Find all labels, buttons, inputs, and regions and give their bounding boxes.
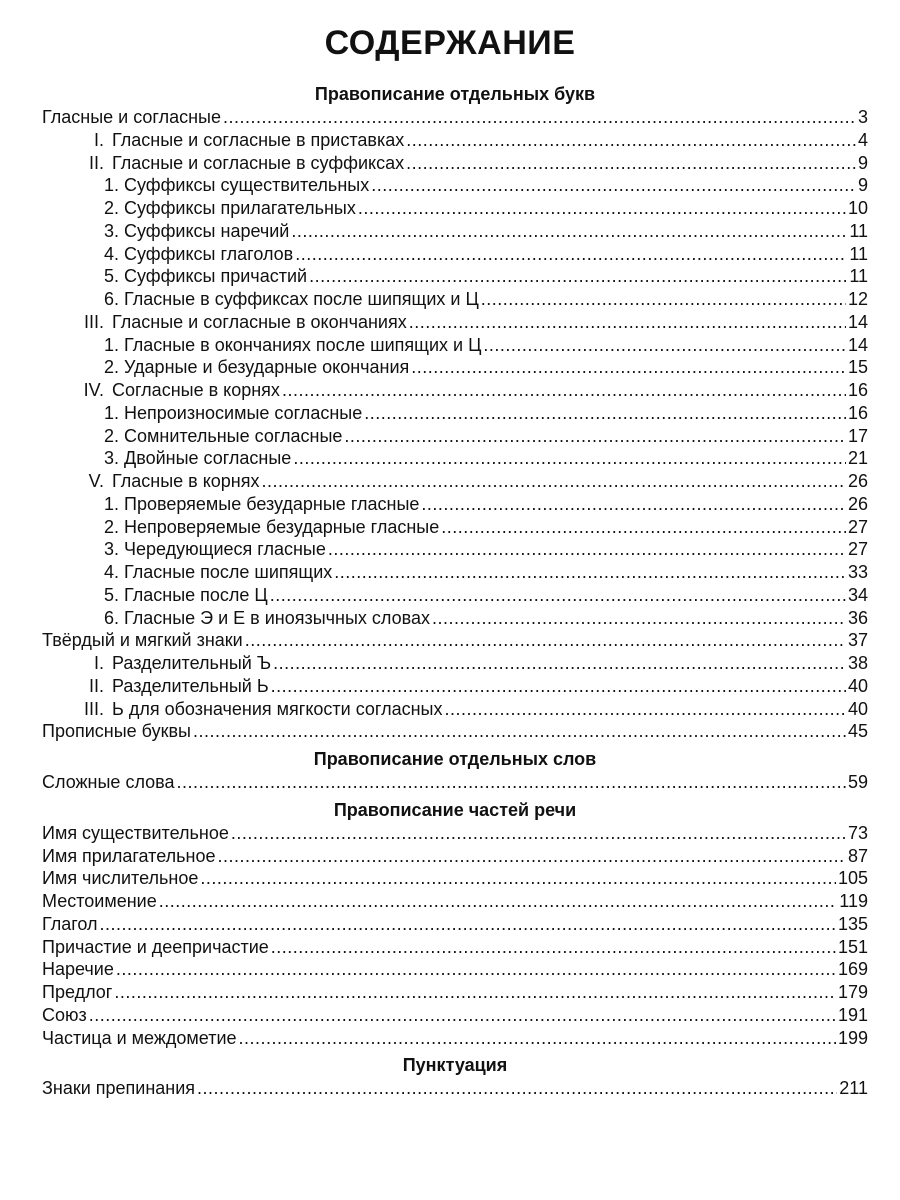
- toc-entry[interactable]: [42, 265, 868, 288]
- entry-title: Ь для обозначения мягкости согласных: [112, 698, 443, 719]
- toc-entry[interactable]: [42, 356, 868, 379]
- dot-leader: [409, 311, 846, 334]
- dot-leader: [358, 197, 846, 220]
- dot-leader: [100, 913, 836, 936]
- entry-title: Гласные и согласные в приставках: [112, 129, 405, 150]
- toc-entry[interactable]: [42, 890, 868, 913]
- entry-title: 2. Суффиксы прилагательных: [104, 198, 356, 218]
- dot-leader: [411, 356, 846, 379]
- entry-title: 6. Гласные Э и Е в иноязычных словах: [104, 607, 431, 628]
- dot-leader: [364, 402, 846, 425]
- toc-entry[interactable]: [42, 561, 868, 584]
- toc-entry[interactable]: [42, 311, 868, 334]
- dot-leader: [116, 958, 836, 981]
- toc-entry[interactable]: [42, 334, 868, 357]
- toc-entry[interactable]: [42, 698, 868, 721]
- entry-title: 1. Проверяемые безударные гласные: [104, 493, 420, 514]
- entry-page-number: 37: [847, 630, 868, 651]
- entry-page-number: 27: [847, 516, 868, 537]
- entry-page-number: 15: [847, 357, 868, 378]
- entry-title: 5. Гласные после Ц: [104, 584, 268, 605]
- entry-page-number: 169: [837, 959, 868, 980]
- dot-leader: [200, 867, 836, 890]
- entry-page-number: 151: [837, 936, 868, 957]
- dot-leader: [282, 379, 846, 402]
- entry-page-number: 11: [849, 266, 868, 287]
- entry-page-number: 199: [837, 1027, 868, 1048]
- entry-title: Гласные и согласные в суффиксах: [112, 152, 405, 173]
- entry-roman-number: II.: [88, 152, 104, 173]
- section-heading: Правописание отдельных слов: [313, 749, 597, 769]
- entry-title: Знаки препинания: [42, 1078, 196, 1099]
- toc-entry[interactable]: [42, 720, 868, 743]
- toc-entry[interactable]: [42, 1004, 868, 1027]
- entry-page-number: 73: [847, 822, 868, 843]
- entry-title: Прописные буквы: [42, 721, 191, 742]
- entry-page-number: 9: [857, 175, 868, 196]
- entry-title: Гласные в корнях: [112, 471, 260, 491]
- dot-leader: [159, 890, 838, 913]
- entry-page-number: 10: [847, 198, 868, 218]
- entry-title: Имя числительное: [42, 868, 199, 889]
- entry-roman-number: I.: [93, 653, 104, 673]
- entry-page-number: 9: [857, 152, 868, 173]
- dot-leader: [217, 845, 845, 868]
- toc-entry[interactable]: [42, 981, 868, 1004]
- dot-leader: [239, 1027, 836, 1050]
- entry-title: Имя существительное: [42, 822, 229, 843]
- toc-entry[interactable]: [42, 822, 868, 845]
- entry-page-number: 105: [837, 868, 868, 889]
- dot-leader: [441, 516, 846, 539]
- entry-page-number: 14: [847, 311, 868, 332]
- toc-entry[interactable]: [42, 538, 868, 561]
- toc-entry[interactable]: [42, 379, 868, 402]
- entry-title: 3. Двойные согласные: [104, 448, 292, 469]
- dot-leader: [445, 698, 846, 721]
- entry-page-number: 26: [847, 493, 868, 514]
- entry-page-number: 3: [857, 107, 868, 127]
- entry-title: Разделительный Ь: [112, 675, 269, 696]
- dot-leader: [406, 152, 856, 175]
- dot-leader: [483, 334, 846, 357]
- entry-title: Согласные в корнях: [112, 380, 280, 400]
- toc-entry[interactable]: [42, 106, 868, 129]
- entry-title: Предлог: [42, 982, 113, 1002]
- entry-page-number: 11: [849, 243, 868, 264]
- toc-entry[interactable]: [42, 288, 868, 311]
- dot-leader: [89, 1004, 836, 1027]
- entry-title: Сложные слова: [42, 772, 175, 792]
- entry-title: Местоимение: [42, 891, 157, 911]
- entry-title: 6. Гласные в суффиксах после шипящих и Ц: [104, 289, 479, 309]
- entry-title: Причастие и деепричастие: [42, 936, 269, 957]
- dot-leader: [344, 425, 846, 448]
- toc-entry[interactable]: [42, 243, 868, 266]
- dot-leader: [481, 288, 846, 311]
- entry-page-number: 191: [837, 1004, 868, 1025]
- toc-entry[interactable]: [42, 913, 868, 936]
- section-heading: Правописание частей речи: [333, 799, 577, 820]
- entry-title: 5. Суффиксы причастий: [104, 266, 308, 287]
- entry-page-number: 87: [847, 845, 868, 866]
- entry-title: Частица и междометие: [42, 1027, 237, 1048]
- toc-entry[interactable]: [42, 516, 868, 539]
- toc-entry[interactable]: [42, 958, 868, 981]
- entry-page-number: 27: [847, 539, 868, 560]
- dot-leader: [328, 538, 846, 561]
- entry-page-number: 12: [847, 289, 868, 309]
- entry-title: 4. Суффиксы глаголов: [104, 243, 294, 264]
- entry-page-number: 26: [847, 471, 868, 491]
- entry-title: 2. Ударные и безударные окончания: [104, 357, 410, 378]
- dot-leader: [273, 652, 846, 675]
- section-heading: Пунктуация: [402, 1055, 508, 1076]
- dot-leader: [334, 561, 846, 584]
- entry-page-number: 33: [847, 562, 868, 582]
- entry-title: Гласные и согласные: [42, 107, 221, 127]
- entry-page-number: 40: [847, 698, 868, 719]
- entry-page-number: 135: [837, 913, 868, 934]
- toc-entry[interactable]: [42, 425, 868, 448]
- toc-entry[interactable]: [42, 936, 868, 959]
- entry-title: Союз: [42, 1004, 87, 1025]
- entry-title: Глагол: [42, 913, 98, 934]
- dot-leader: [197, 1077, 837, 1100]
- entry-page-number: 119: [839, 891, 868, 911]
- dot-leader: [245, 629, 846, 652]
- dot-leader: [295, 243, 847, 266]
- entry-title: 1. Суффиксы существительных: [104, 175, 370, 196]
- dot-leader: [371, 174, 856, 197]
- entry-page-number: 45: [847, 721, 868, 742]
- dot-leader: [291, 220, 847, 243]
- toc-entry[interactable]: [42, 493, 868, 516]
- toc-entry[interactable]: [42, 197, 868, 220]
- dot-leader: [231, 822, 846, 845]
- toc-entry[interactable]: [42, 629, 868, 652]
- entry-roman-number: V.: [88, 471, 104, 491]
- toc-entry[interactable]: [42, 470, 868, 493]
- dot-leader: [293, 447, 846, 470]
- dot-leader: [309, 265, 847, 288]
- entry-title: 4. Гласные после шипящих: [104, 562, 333, 582]
- toc-entry[interactable]: [42, 607, 868, 630]
- entry-title: Имя прилагательное: [42, 845, 216, 866]
- section-heading: Правописание отдельных букв: [314, 84, 596, 104]
- toc-entry[interactable]: [42, 220, 868, 243]
- entry-page-number: 11: [849, 220, 868, 241]
- dot-leader: [270, 584, 846, 607]
- entry-page-number: 40: [847, 675, 868, 696]
- toc-entry[interactable]: [42, 652, 868, 675]
- entry-title: 1. Гласные в окончаниях после шипящих и Ц: [104, 334, 482, 355]
- entry-roman-number: II.: [88, 675, 104, 696]
- entry-roman-number: I.: [93, 129, 104, 150]
- dot-leader: [193, 720, 846, 743]
- dot-leader: [432, 607, 846, 630]
- toc-entry[interactable]: [42, 845, 868, 868]
- dot-leader: [271, 936, 836, 959]
- entry-title: 3. Суффиксы наречий: [104, 220, 290, 241]
- toc-entry[interactable]: [42, 447, 868, 470]
- entry-page-number: 16: [847, 402, 868, 423]
- dot-leader: [406, 129, 856, 152]
- entry-page-number: 38: [847, 653, 868, 673]
- entry-title: Наречие: [42, 959, 114, 980]
- toc-entry[interactable]: [42, 1027, 868, 1050]
- dot-leader: [114, 981, 836, 1004]
- page-title: СОДЕРЖАНИЕ: [324, 24, 576, 62]
- entry-page-number: 17: [847, 425, 868, 446]
- entry-page-number: 179: [837, 982, 868, 1002]
- entry-title: 3. Чередующиеся гласные: [104, 539, 326, 560]
- entry-page-number: 4: [857, 129, 868, 150]
- toc-entry[interactable]: [42, 1077, 868, 1100]
- entry-page-number: 16: [847, 380, 868, 400]
- table-of-contents: [42, 82, 868, 1100]
- entry-title: 1. Непроизносимые согласные: [104, 402, 363, 423]
- entry-page-number: 14: [847, 334, 868, 355]
- entry-page-number: 21: [847, 448, 868, 469]
- entry-roman-number: IV.: [83, 380, 104, 400]
- toc-entry[interactable]: [42, 867, 868, 890]
- toc-entry[interactable]: [42, 129, 868, 152]
- entry-title: Разделительный Ъ: [112, 653, 272, 673]
- entry-title: 2. Сомнительные согласные: [104, 425, 343, 446]
- toc-entry[interactable]: [42, 174, 868, 197]
- entry-title: 2. Непроверяемые безударные гласные: [104, 516, 440, 537]
- toc-entry[interactable]: [42, 584, 868, 607]
- toc-entry[interactable]: [42, 402, 868, 425]
- entry-roman-number: III.: [83, 311, 104, 332]
- entry-page-number: 36: [847, 607, 868, 628]
- entry-page-number: 211: [839, 1078, 868, 1099]
- toc-entry[interactable]: [42, 675, 868, 698]
- dot-leader: [421, 493, 846, 516]
- entry-title: Гласные и согласные в окончаниях: [112, 311, 407, 332]
- dot-leader: [223, 106, 856, 129]
- dot-leader: [177, 771, 846, 794]
- toc-entry[interactable]: [42, 152, 868, 175]
- entry-page-number: 59: [847, 772, 868, 792]
- toc-entry[interactable]: [42, 771, 868, 794]
- entry-page-number: 34: [847, 584, 868, 605]
- entry-roman-number: III.: [83, 698, 104, 719]
- dot-leader: [271, 675, 846, 698]
- dot-leader: [262, 470, 846, 493]
- entry-title: Твёрдый и мягкий знаки: [42, 630, 243, 651]
